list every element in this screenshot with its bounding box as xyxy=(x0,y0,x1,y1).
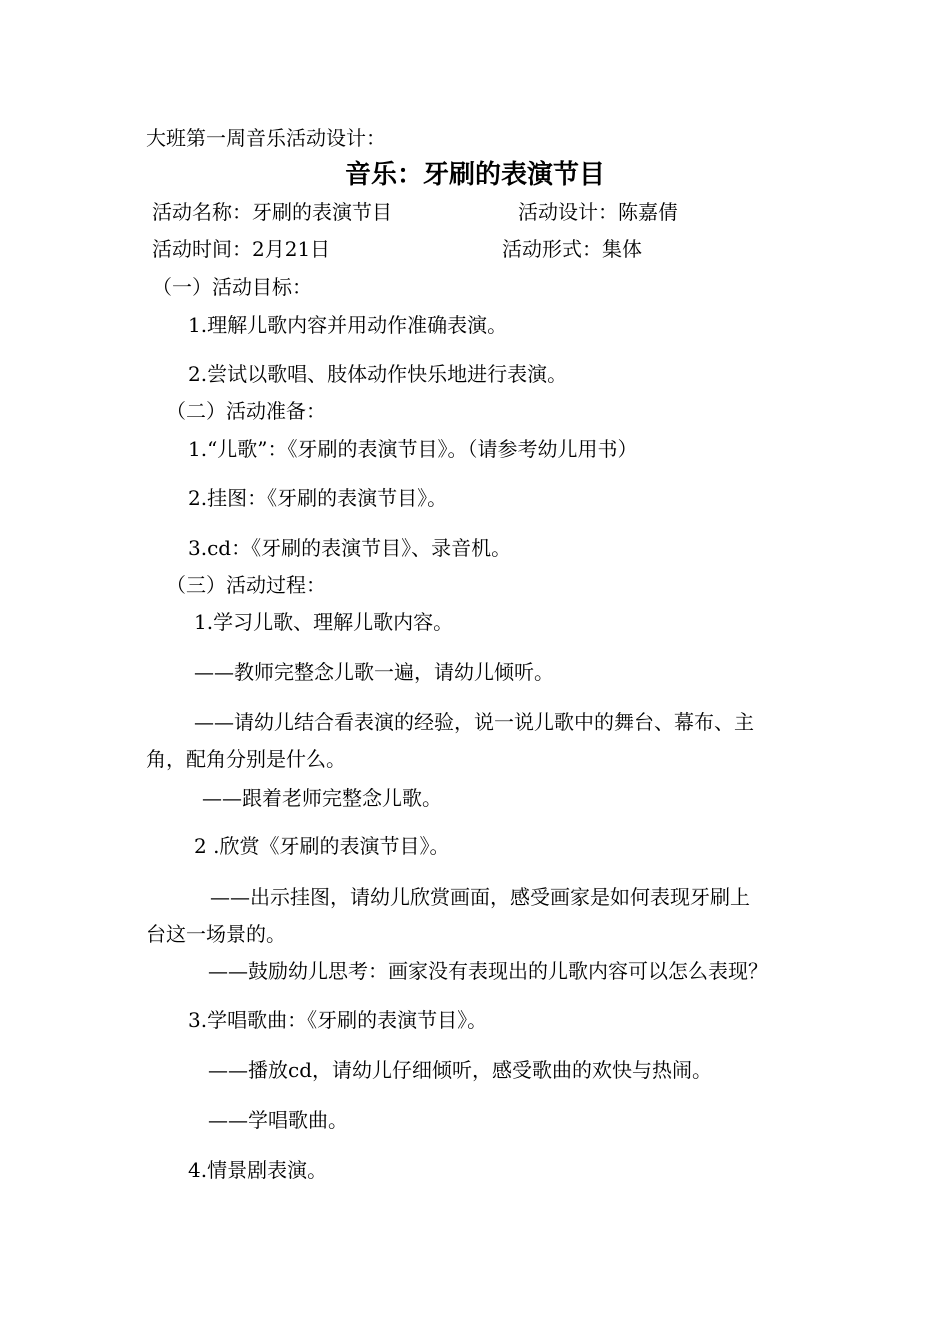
process-line: ——请幼儿结合看表演的经验，说一说儿歌中的舞台、幕布、主 xyxy=(194,710,754,734)
process-line: ——播放cd，请幼儿仔细倾听，感受歌曲的欢快与热闹。 xyxy=(208,1058,713,1082)
section-heading-process: （三）活动过程： xyxy=(166,573,326,597)
activity-designer: 活动设计：陈嘉倩 xyxy=(518,200,678,224)
goal-item: 2.尝试以歌唱、肢体动作快乐地进行表演。 xyxy=(188,362,568,386)
process-line: 2 .欣赏《牙刷的表演节目》。 xyxy=(194,834,450,858)
activity-name: 活动名称：牙刷的表演节目 xyxy=(152,200,392,224)
process-line: ——出示挂图，请幼儿欣赏画面，感受画家是如何表现牙刷上 xyxy=(210,885,750,909)
process-line: ——学唱歌曲。 xyxy=(208,1108,348,1132)
process-line: 3.学唱歌曲：《牙刷的表演节目》。 xyxy=(188,1008,488,1032)
process-line: ——跟着老师完整念儿歌。 xyxy=(202,786,442,810)
section-heading-goals: （一）活动目标： xyxy=(152,275,312,299)
document-title: 音乐：牙刷的表演节目 xyxy=(344,160,605,190)
process-line: ——教师完整念儿歌一遍，请幼儿倾听。 xyxy=(194,660,554,684)
activity-time: 活动时间：2月21日 xyxy=(152,237,331,261)
activity-form: 活动形式：集体 xyxy=(502,237,642,261)
prep-item: 1.“儿歌”：《牙刷的表演节目》。（请参考幼儿用书） xyxy=(188,437,638,461)
section-heading-prep: （二）活动准备： xyxy=(166,399,326,423)
process-line: 4.情景剧表演。 xyxy=(188,1158,328,1182)
document-header: 大班第一周音乐活动设计： xyxy=(146,126,386,150)
goal-item: 1.理解儿歌内容并用动作准确表演。 xyxy=(188,313,508,337)
prep-item: 3.cd：《牙刷的表演节目》、录音机。 xyxy=(188,536,512,560)
prep-item: 2.挂图：《牙刷的表演节目》。 xyxy=(188,486,448,510)
process-line: ——鼓励幼儿思考：画家没有表现出的儿歌内容可以怎么表现？ xyxy=(208,959,768,983)
process-line: 角，配角分别是什么。 xyxy=(146,747,346,771)
process-line: 台这一场景的。 xyxy=(146,922,286,946)
process-line: 1.学习儿歌、理解儿歌内容。 xyxy=(194,610,454,634)
